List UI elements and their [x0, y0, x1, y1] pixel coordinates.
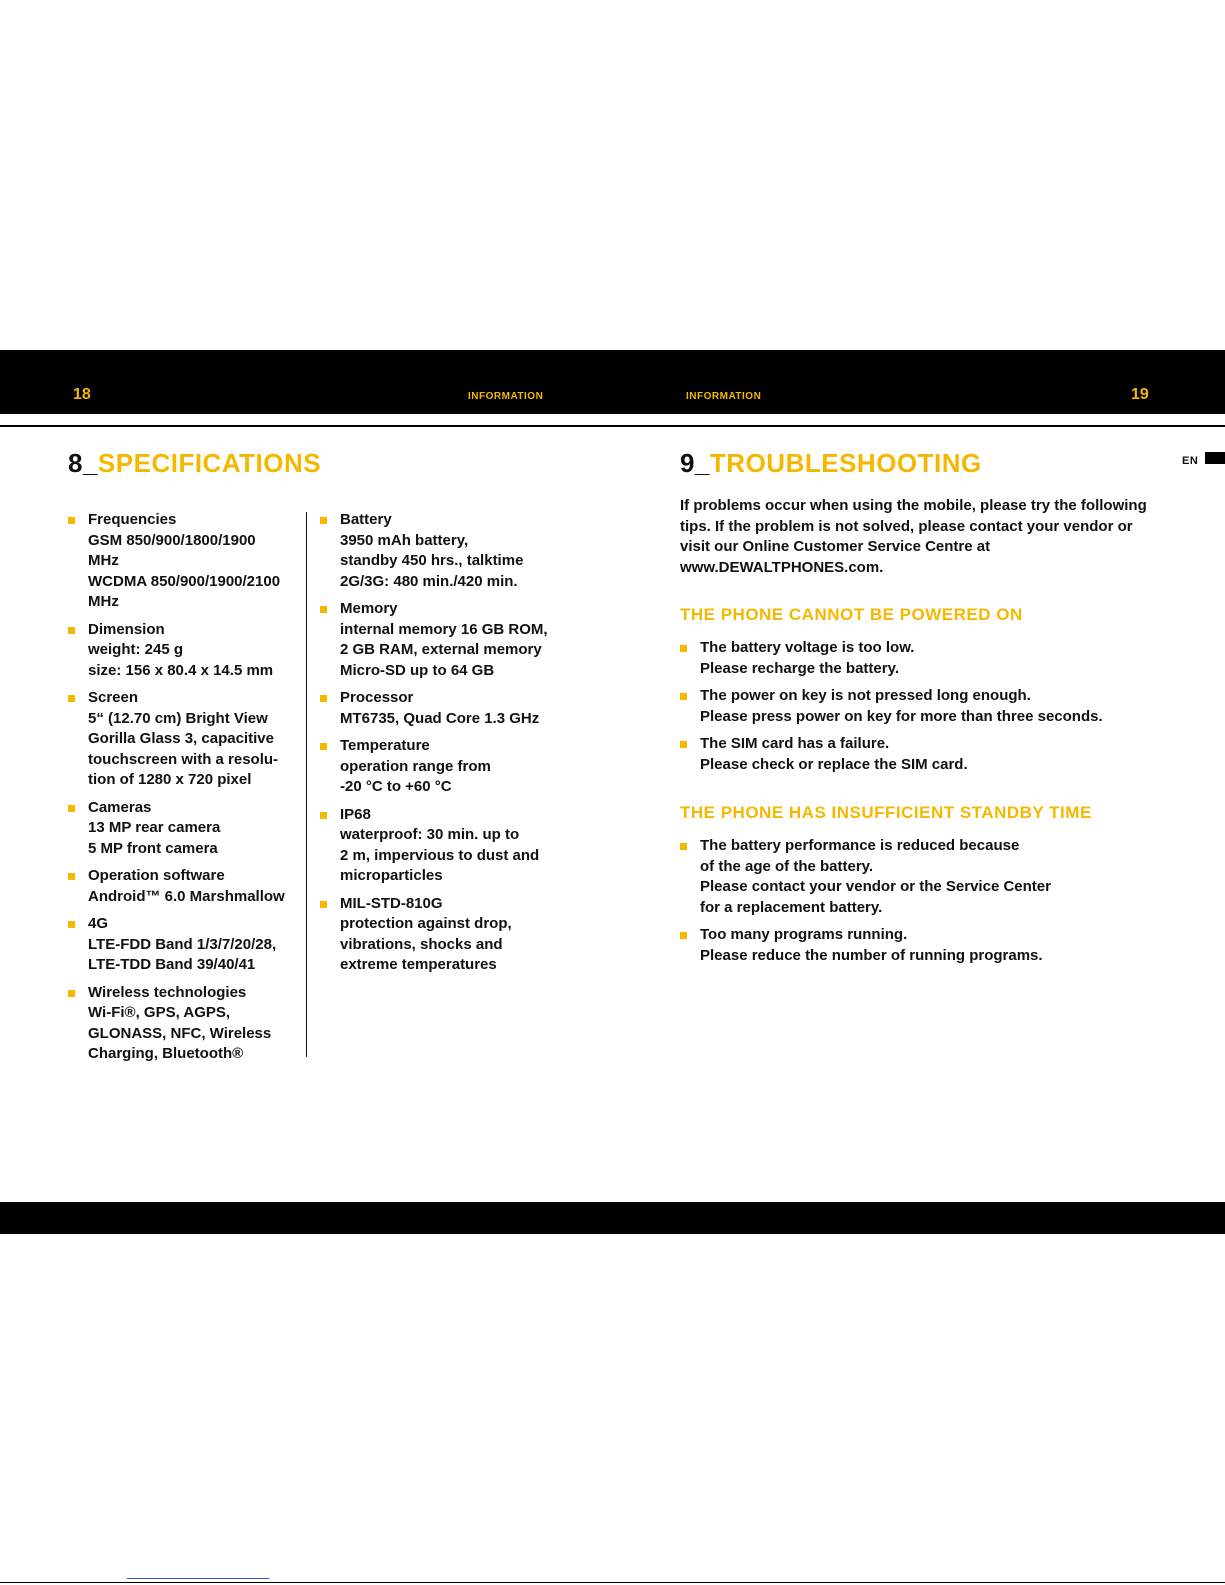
square-bullet-icon — [68, 921, 75, 928]
list-item-line: standby 450 hrs., talktime — [340, 552, 524, 569]
specs-column-right — [320, 510, 548, 983]
square-bullet-icon — [320, 743, 327, 750]
troubleshooting-title — [680, 448, 982, 479]
specifications-title — [68, 448, 321, 479]
trouble-item — [680, 734, 1200, 775]
list-item-line: protection against drop, — [340, 915, 512, 932]
square-bullet-icon — [320, 695, 327, 702]
list-item-line: Please press power on key for more than three seconds. — [700, 707, 1103, 725]
list-item-line: 2 m, impervious to dust and — [340, 846, 540, 864]
group-list-standby — [680, 836, 1200, 973]
list-item-line: Micro-SD up to 64 GB — [340, 661, 495, 679]
right-section-label: INFORMATION — [686, 391, 762, 402]
spec-item — [68, 688, 285, 791]
square-bullet-icon — [68, 695, 75, 702]
list-item-line: microparticles — [340, 867, 443, 884]
list-item-line: Please reduce the number of running programs. — [700, 946, 1043, 964]
list-item-line: 2G/3G: 480 min./420 min. — [340, 572, 518, 590]
list-item-line: WCDMA 850/900/1900/2100 — [88, 572, 281, 590]
list-item-line: Please recharge the battery. — [700, 659, 899, 677]
list-item-heading: IP68 — [340, 805, 371, 823]
language-tag: EN — [1182, 455, 1199, 467]
list-item-line: Gorilla Glass 3, capacitive — [88, 730, 274, 747]
group-heading-power: THE PHONE CANNOT BE POWERED ON — [680, 605, 1023, 624]
list-item-heading: The battery performance is reduced because — [700, 837, 1020, 854]
list-item-line: GSM 850/900/1800/1900 — [88, 531, 256, 549]
header-band — [0, 350, 1225, 414]
spec-item — [320, 688, 548, 729]
header-rule — [0, 425, 1225, 427]
group-heading-standby: THE PHONE HAS INSUFFICIENT STANDBY TIME — [680, 803, 1092, 822]
list-item-line: MHz — [88, 593, 119, 610]
left-page-number: 18 — [73, 386, 91, 403]
troubleshooting-number: 9_ — [680, 448, 710, 478]
list-item-line: LTE-FDD Band 1/3/7/20/28, — [88, 935, 277, 953]
trouble-item — [680, 638, 1200, 679]
square-bullet-icon — [68, 805, 75, 812]
list-item-heading: Operation software — [88, 867, 225, 884]
list-item-line: Wi-Fi®, GPS, AGPS, — [88, 1004, 231, 1021]
specifications-title-text: SPECIFICATIONS — [97, 448, 322, 478]
square-bullet-icon — [68, 873, 75, 880]
list-item-heading: Too many programs running. — [700, 926, 908, 943]
column-divider — [306, 512, 307, 1057]
list-item-heading: MIL-STD-810G — [340, 894, 443, 912]
list-item-line: 5 MP front camera — [88, 839, 218, 857]
list-item-heading: Temperature — [340, 737, 430, 754]
spec-item — [68, 510, 285, 613]
list-item-line: extreme temperatures — [340, 956, 497, 973]
right-page-number: 19 — [1131, 386, 1149, 403]
list-item-line: -20 °C to +60 °C — [340, 778, 452, 795]
list-item-line: GLONASS, NFC, Wireless — [88, 1024, 272, 1042]
spec-item — [68, 983, 285, 1065]
trouble-item — [680, 836, 1200, 918]
square-bullet-icon — [320, 812, 327, 819]
list-item-line: Please contact your vendor or the Service Center — [700, 878, 1051, 895]
list-item-heading: 4G — [88, 915, 109, 932]
list-item-line: Please check or replace the SIM card. — [700, 755, 968, 773]
list-item-heading: The power on key is not pressed long enough. — [700, 687, 1031, 704]
group-list-power — [680, 638, 1200, 782]
list-item-line: MT6735, Quad Core 1.3 GHz — [340, 709, 540, 727]
list-item-heading: Battery — [340, 511, 392, 528]
list-item-line: touchscreen with a resolu- — [88, 750, 279, 768]
list-item-heading: The battery voltage is too low. — [700, 639, 915, 656]
trouble-item — [680, 686, 1200, 727]
square-bullet-icon — [680, 932, 687, 939]
list-item-heading: Memory — [340, 600, 398, 617]
spec-item — [320, 599, 548, 681]
list-item-line: MHz — [88, 552, 119, 569]
spec-item — [68, 866, 285, 907]
specifications-number: 8_ — [68, 448, 98, 478]
troubleshooting-intro: If problems occur when using the mobile, please try the following tips. If the problem is not solved, please contact your vendor or visit our Online Customer Service Centre at www.DEWALTPHONES.com. — [680, 497, 1147, 576]
list-item-line: waterproof: 30 min. up to — [340, 826, 520, 843]
spec-item — [320, 736, 548, 798]
list-item-heading: Cameras — [88, 798, 152, 816]
language-tab-marker — [1205, 452, 1225, 464]
spec-item — [68, 798, 285, 860]
troubleshooting-title-text: TROUBLESHOOTING — [709, 448, 982, 478]
square-bullet-icon — [320, 606, 327, 613]
list-item-heading: Wireless technologies — [88, 983, 247, 1001]
square-bullet-icon — [320, 517, 327, 524]
list-item-line: 2 GB RAM, external memory — [340, 641, 542, 658]
footer-rule — [0, 1582, 1225, 1583]
list-item-line: Charging, Bluetooth® — [88, 1045, 244, 1062]
square-bullet-icon — [320, 901, 327, 908]
list-item-line: operation range from — [340, 757, 491, 775]
square-bullet-icon — [680, 693, 687, 700]
list-item-heading: The SIM card has a failure. — [700, 735, 890, 752]
footer-band — [0, 1202, 1225, 1234]
list-item-line: internal memory 16 GB ROM, — [340, 620, 548, 638]
list-item-line: tion of 1280 x 720 pixel — [88, 771, 252, 788]
list-item-line: size: 156 x 80.4 x 14.5 mm — [88, 661, 274, 679]
specs-column-left — [68, 510, 285, 1072]
list-item-line: LTE-TDD Band 39/40/41 — [88, 956, 256, 973]
list-item-line: Android™ 6.0 Marshmallow — [88, 887, 285, 905]
list-item-line: 13 MP rear camera — [88, 819, 221, 836]
list-item-line: vibrations, shocks and — [340, 935, 503, 953]
list-item-line: for a replacement battery. — [700, 898, 883, 916]
left-section-label: INFORMATION — [468, 391, 544, 402]
square-bullet-icon — [68, 517, 75, 524]
footer-link-underline — [127, 1578, 269, 1579]
list-item-line: 3950 mAh battery, — [340, 531, 469, 549]
square-bullet-icon — [680, 645, 687, 652]
list-item-heading: Processor — [340, 689, 414, 706]
square-bullet-icon — [68, 990, 75, 997]
list-item-heading: Dimension — [88, 620, 165, 638]
list-item-line: 5“ (12.70 cm) Bright View — [88, 709, 268, 727]
spec-item — [320, 510, 548, 592]
square-bullet-icon — [680, 741, 687, 748]
square-bullet-icon — [680, 843, 687, 850]
spec-item — [320, 805, 548, 887]
trouble-item — [680, 925, 1200, 966]
spec-item — [68, 914, 285, 976]
list-item-line: weight: 245 g — [88, 641, 184, 658]
spec-item — [320, 894, 548, 976]
square-bullet-icon — [68, 627, 75, 634]
spec-item — [68, 620, 285, 682]
list-item-heading: Screen — [88, 689, 139, 706]
list-item-heading: Frequencies — [88, 511, 177, 528]
list-item-line: of the age of the battery. — [700, 857, 874, 875]
